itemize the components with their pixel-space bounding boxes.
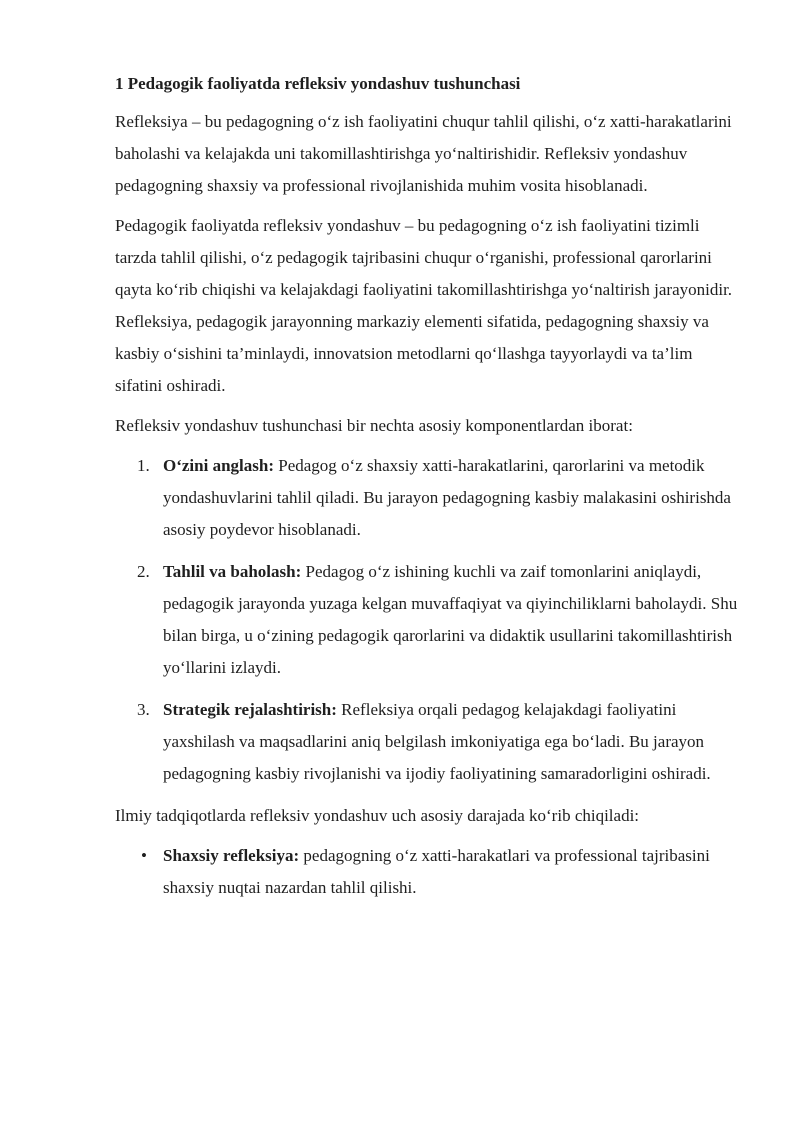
components-list [115, 450, 740, 790]
list-item [115, 694, 740, 790]
document-page [115, 72, 740, 914]
list-item-text: Refleksiya orqali pedagog kelajakdagi faoliyatini yaxshilash va maqsadlarini aniq belgilash imkoniyatiga ega bo‘ladi. Bu jarayon pedagogning kasbiy rivojlanishi va ijodiy faoliyatining samaradorligini oshiradi. [163, 700, 711, 783]
paragraph-levels-intro: Ilmiy tadqiqotlarda refleksiv yondashuv uch asosiy darajada ko‘rib chiqiladi: [115, 806, 640, 825]
list-number: 2. [137, 562, 150, 581]
section-heading: 1 Pedagogik faoliyatda refleksiv yondashuv tushunchasi [115, 74, 521, 93]
list-item-text: Pedagog o‘z ishining kuchli va zaif tomonlarini aniqlaydi, pedagogik jarayonda yuzaga kelgan muvaffaqiyat va qiyinchiliklarni baholaydi. Shu bilan birga, u o‘zining pedagogik qarorlarini va didaktik usullarini takomillashtirish yo‘llarini izlaydi. [163, 562, 738, 677]
list-item-term: Shaxsiy refleksiya: [163, 846, 300, 865]
paragraph-approach: Pedagogik faoliyatda refleksiv yondashuv – bu pedagogning o‘z ish faoliyatini tizimli tarzda tahlil qilishi, o‘z pedagogik tajribasini chuqur o‘rganishi, professional qarorlarini qayta ko‘rib chiqishi va kelajakdagi faoliyatini takomillashtirishga yo‘naltirish jarayonidir. Refleksiya, pedagogik jarayonning markaziy elementi sifatida, pedagogning shaxsiy va kasbiy o‘sishini ta’minlaydi, innovatsion metodlarni qo‘llashga tayyorlaydi va ta’lim sifatini oshiradi. [115, 216, 733, 395]
paragraph-definition: Refleksiya – bu pedagogning o‘z ish faoliyatini chuqur tahlil qilishi, o‘z xatti-harakatlarini baholashi va kelajakda uni takomillashtirishga yo‘naltirishidir. Refleksiv yondashuv pedagogning shaxsiy va professional rivojlanishida muhim vosita hisoblanadi. [115, 112, 732, 195]
list-item-term: O‘zini anglash: [163, 456, 274, 475]
list-item [115, 840, 740, 904]
list-item-text: pedagogning o‘z xatti-harakatlari va professional tajribasini shaxsiy nuqtai nazardan tahlil qilishi. [163, 846, 710, 897]
list-item-term: Strategik rejalashtirish: [163, 700, 337, 719]
list-item-text: Pedagog o‘z shaxsiy xatti-harakatlarini, qarorlarini va metodik yondashuvlarini tahlil qiladi. Bu jarayon pedagogning kasbiy malakasini oshirishda asosiy poydevor hisoblanadi. [163, 456, 731, 539]
paragraph-components-intro: Refleksiv yondashuv tushunchasi bir nechta asosiy komponentlardan iborat: [115, 416, 633, 435]
list-item [115, 556, 740, 684]
list-number: 3. [137, 700, 150, 719]
levels-list [115, 840, 740, 904]
bullet-icon: • [141, 846, 147, 865]
list-item [115, 450, 740, 546]
list-item-term: Tahlil va baholash: [163, 562, 302, 581]
list-number: 1. [137, 456, 150, 475]
